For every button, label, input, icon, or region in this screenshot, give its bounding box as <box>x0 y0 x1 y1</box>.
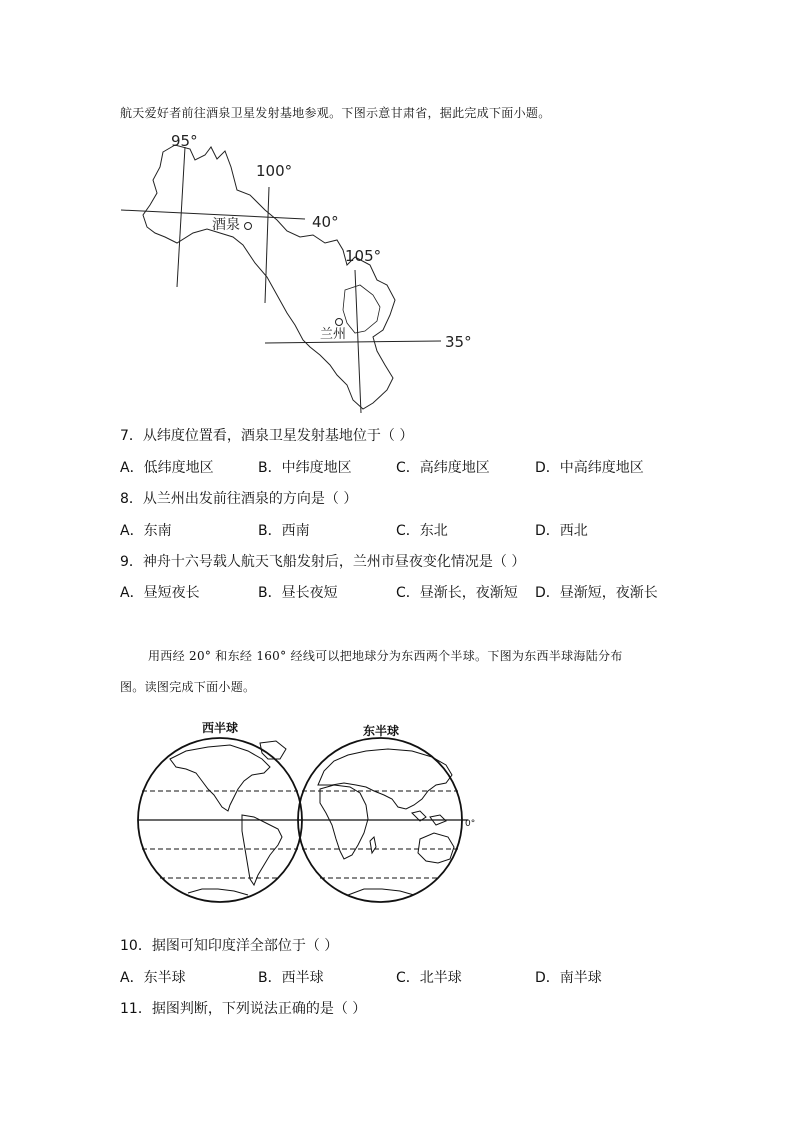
lon-95-label: 95° <box>171 132 198 150</box>
q7-option-d[interactable]: D．中高纬度地区 <box>535 460 644 476</box>
section1-intro: 航天爱好者前往酒泉卫星发射基地参观。下图示意甘肃省，据此完成下面小题。 <box>120 106 551 120</box>
gansu-east-part <box>343 285 380 333</box>
meridian-100 <box>265 187 269 303</box>
q7-option-b[interactable]: B．中纬度地区 <box>258 460 352 476</box>
antarctica-east <box>348 889 414 895</box>
east-hemisphere <box>298 738 468 902</box>
lat-40-label: 40° <box>312 213 339 231</box>
lanzhou-label: 兰州 <box>320 327 347 342</box>
lon-100-label: 100° <box>256 162 293 180</box>
eurasia <box>318 749 452 809</box>
madagascar <box>370 837 376 853</box>
q8-option-b[interactable]: B．西南 <box>258 523 310 539</box>
north-america <box>170 745 270 811</box>
hemispheres-map <box>130 715 490 915</box>
equator-label: 0° <box>465 819 476 829</box>
jiuquan-label: 酒泉 <box>212 217 240 233</box>
q10-option-c[interactable]: C．北半球 <box>396 970 462 986</box>
parallel-35 <box>265 341 441 343</box>
section2-intro-line1: 用西经 20° 和东经 160° 经线可以把地球分为东西两个半球。下图为东西半球海陆分布 <box>148 649 623 663</box>
q9-option-d[interactable]: D．昼渐短，夜渐长 <box>535 585 658 601</box>
southeast-asia-islands <box>412 811 446 825</box>
section2-intro-line2: 图。读图完成下面小题。 <box>120 680 256 694</box>
q8-option-c[interactable]: C．东北 <box>396 523 448 539</box>
q9-stem: 9．神舟十六号载人航天飞船发射后，兰州市昼夜变化情况是（ ） <box>120 554 526 570</box>
lanzhou-marker <box>336 319 343 326</box>
q9-option-b[interactable]: B．昼长夜短 <box>258 585 338 601</box>
gansu-outline <box>143 145 395 409</box>
antarctica-west <box>188 889 248 895</box>
q8-stem: 8．从兰州出发前往酒泉的方向是（ ） <box>120 491 358 507</box>
q10-option-d[interactable]: D．南半球 <box>535 970 602 986</box>
q8-option-a[interactable]: A．东南 <box>120 523 172 539</box>
q7-option-c[interactable]: C．高纬度地区 <box>396 460 490 476</box>
gansu-map <box>115 125 485 420</box>
meridian-95 <box>177 147 185 287</box>
q9-option-a[interactable]: A．昼短夜长 <box>120 585 200 601</box>
east-hemisphere-label: 东半球 <box>363 724 400 738</box>
africa <box>320 785 368 859</box>
q11-stem: 11．据图判断，下列说法正确的是（ ） <box>120 1001 367 1017</box>
q7-option-a[interactable]: A．低纬度地区 <box>120 460 214 476</box>
south-america <box>242 815 282 885</box>
q7-stem: 7．从纬度位置看，酒泉卫星发射基地位于（ ） <box>120 428 414 444</box>
q10-option-a[interactable]: A．东半球 <box>120 970 186 986</box>
west-hemisphere <box>138 738 302 902</box>
jiuquan-marker <box>245 223 252 230</box>
west-hemisphere-label: 西半球 <box>202 721 239 735</box>
lon-105-label: 105° <box>345 247 382 265</box>
q10-option-b[interactable]: B．西半球 <box>258 970 324 986</box>
q8-option-d[interactable]: D．西北 <box>535 523 588 539</box>
australia <box>418 833 454 863</box>
q10-stem: 10．据图可知印度洋全部位于（ ） <box>120 938 339 954</box>
q9-option-c[interactable]: C．昼渐长，夜渐短 <box>396 585 518 601</box>
lat-35-label: 35° <box>445 333 472 351</box>
